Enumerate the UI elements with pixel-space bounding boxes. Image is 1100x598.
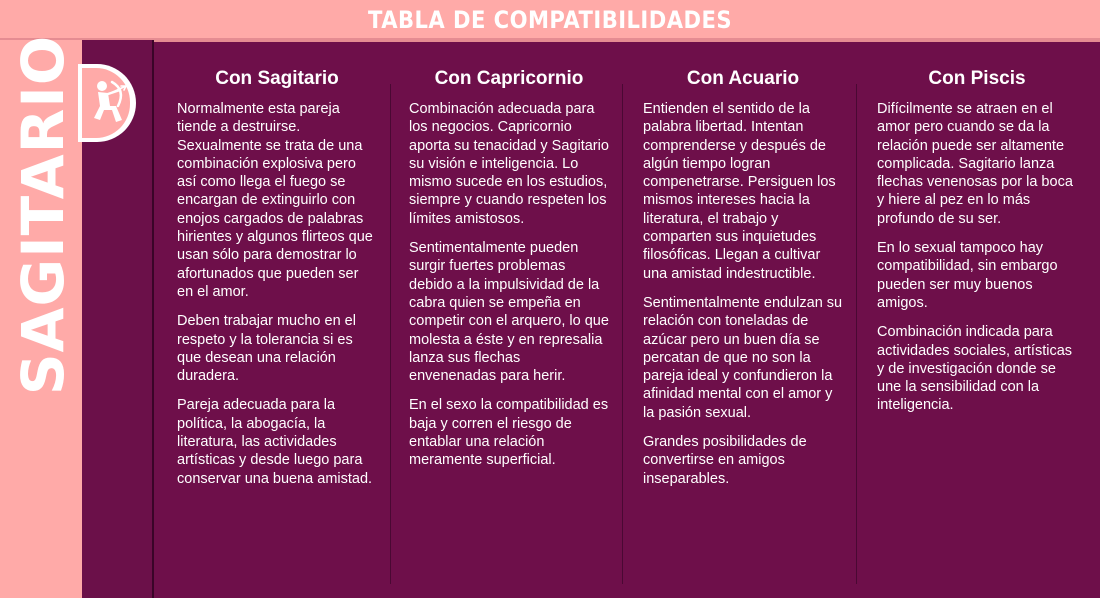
column-paragraph: Combinación adecuada para los negocios. Capricornio aporta su tenacidad y Sagitario su visión e inteligencia. Lo mismo sucede en los estudios, siempre y cuando respeten los límites amistosos. (409, 101, 609, 227)
sign-name-vertical: SAGITARIO (9, 34, 77, 396)
header-bar-shadow (0, 38, 1100, 42)
column-divider (622, 84, 623, 584)
column-paragraph: Deben trabajar mucho en el respeto y la tolerancia si es que desean una relación duradera. (177, 313, 356, 385)
column-divider (856, 84, 857, 584)
page-title: TABLA DE COMPATIBILIDADES (368, 6, 732, 34)
column-paragraph: Sentimentalmente endulzan su relación con toneladas de azúcar pero un buen día se percatan de que no son la pareja ideal y confundieron la afinidad mental con el amor y la pasión sexual. (643, 294, 843, 421)
column-paragraph: Sentimentalmente pueden surgir fuertes problemas debido a la impulsividad de la cabra quien se empeña en competir con el arquero, lo que molesta a éste y en represalia lanza sus flechas envenenadas para herir. (409, 240, 609, 385)
column-paragraph: Difícilmente se atraen en el amor pero cuando se da la relación puede ser altamente complicada. Sagitario lanza flechas venenosas por la boca y hiere al pez en lo más profundo de su ser. (877, 101, 1073, 227)
column-paragraph: Combinación indicada para actividades sociales, artísticas y de investigación donde se une la sensibilidad con la inteligencia. (877, 324, 1073, 414)
column-title: Con Sagitario (215, 68, 339, 89)
column-paragraph: En el sexo la compatibilidad es baja y corren el riesgo de entablar una relación meramente superficial. (409, 397, 609, 469)
column-divider (390, 84, 391, 584)
column-capricornio (409, 68, 609, 481)
column-piscis (877, 68, 1077, 426)
column-title: Con Capricornio (434, 68, 584, 89)
column-paragraph: Grandes posibilidades de convertirse en amigos inseparables. (643, 434, 807, 487)
column-sagitario (177, 68, 377, 499)
sagittarius-archer-icon (86, 76, 130, 128)
column-acuario (643, 68, 843, 499)
column-title: Con Acuario (686, 68, 800, 89)
column-paragraph: Normalmente esta pareja tiende a destruirse. Sexualmente se trata de una combinación explosiva pero así como llega el fuego se encargan de extinguirlo con enojos cargados de palabras hirientes y algunos flirteos que usan sólo para demostrar lo afortunados que pueden ser en el amor. (177, 101, 373, 300)
column-paragraph: Pareja adecuada para la política, la abogacía, la literatura, las actividades artísticas y desde luego para conservar una buena amistad. (177, 397, 373, 487)
column-paragraph: En lo sexual tampoco hay compatibilidad, sin embargo pueden ser muy buenos amigos. (877, 240, 1058, 311)
column-title: Con Piscis (928, 68, 1026, 89)
column-paragraph: Entienden el sentido de la palabra libertad. Intentan comprenderse y después de algún tiempo logran compenetrarse. Persiguen los mismos intereses hacia la literatura, el trabajo y comparten sus inquietudes filosóficas. Llegan a cultivar una amistad indestructible. (643, 101, 836, 282)
